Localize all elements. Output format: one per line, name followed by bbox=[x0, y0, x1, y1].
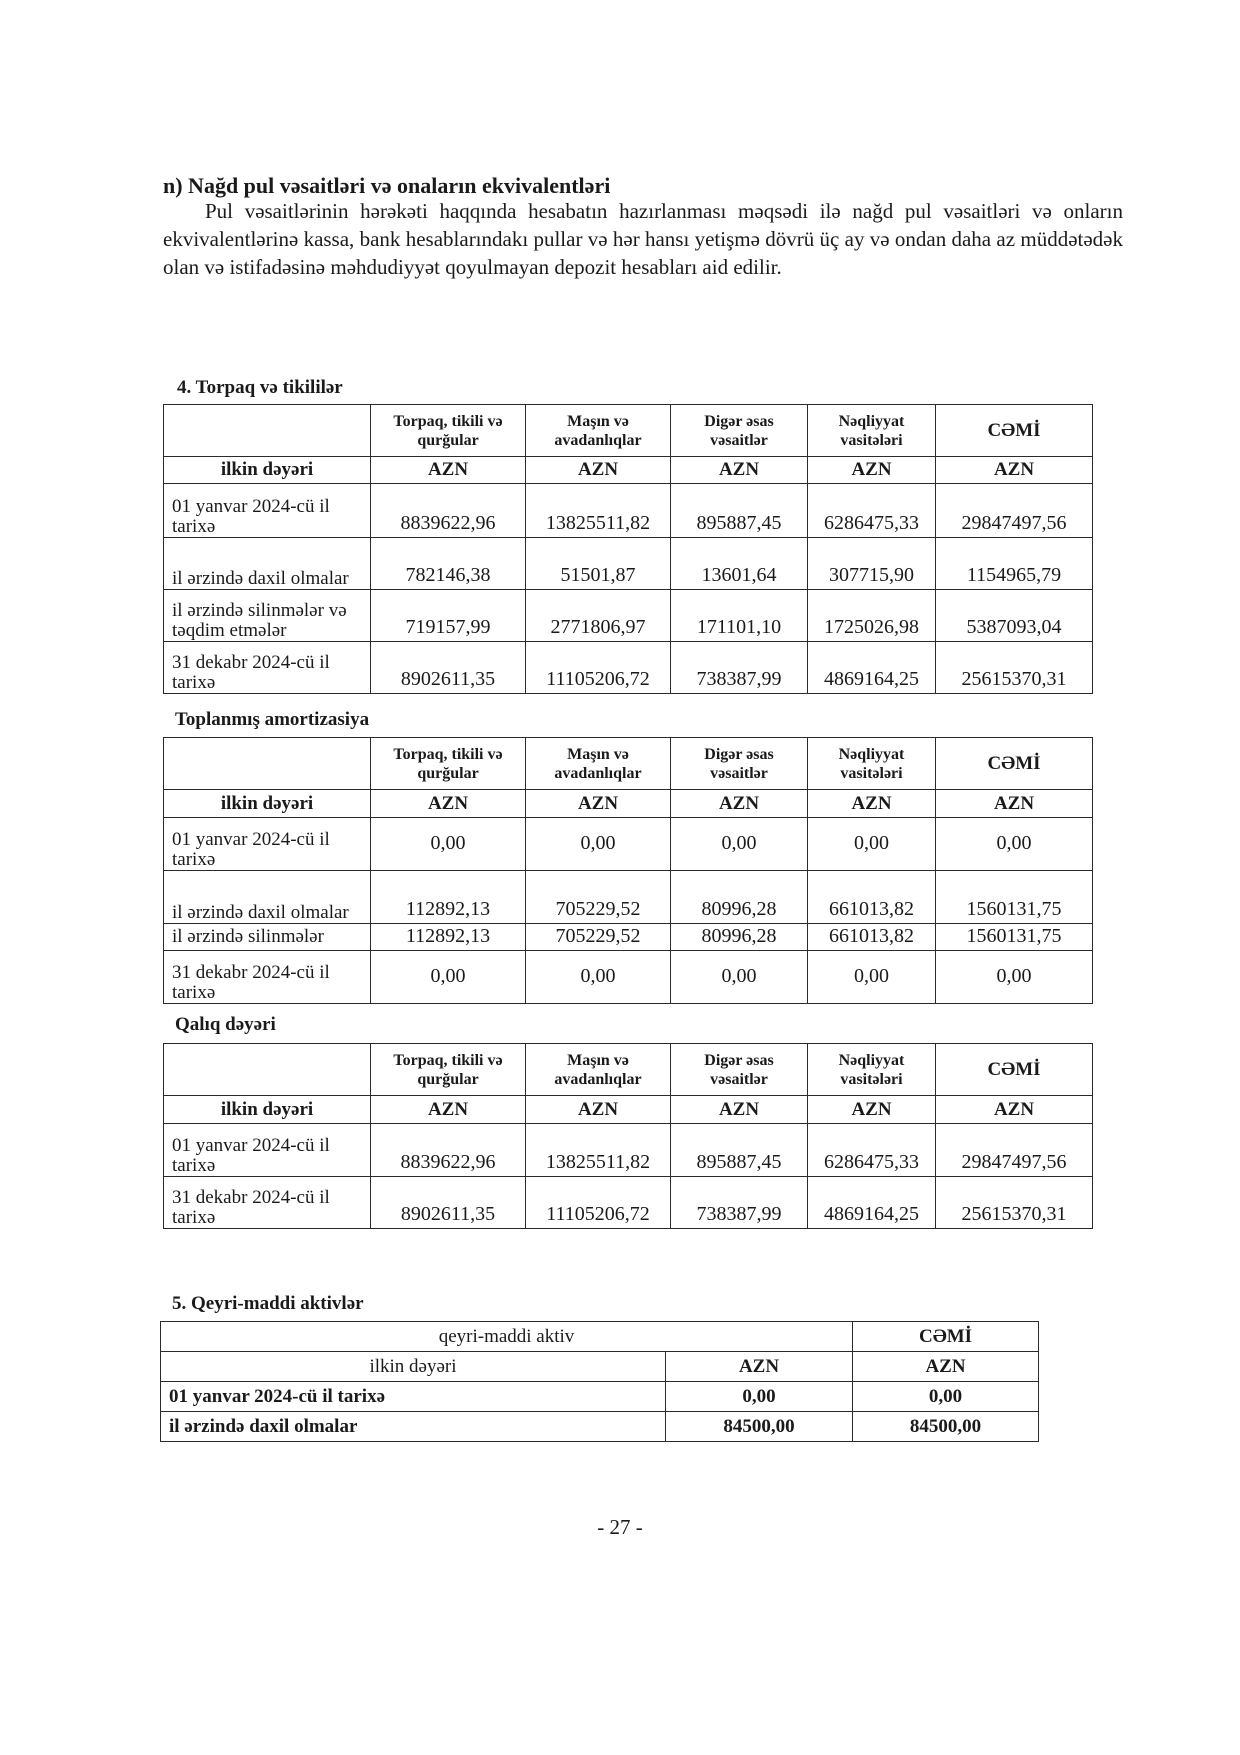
column-header: Digər əsas vəsaitlər bbox=[671, 405, 808, 457]
page-number: - 27 - bbox=[597, 1515, 643, 1539]
table-row: 31 dekabr 2024-cü il tarixə 8902611,35 11105206,72 738387,99 4869164,25 25615370,31 bbox=[164, 1177, 1093, 1229]
net-value-table bbox=[163, 1043, 1093, 1229]
table-row: il ərzində daxil olmalar 84500,00 84500,00 bbox=[161, 1412, 1039, 1442]
cost-table bbox=[163, 404, 1093, 694]
column-header: Nəqliyyat vasitələri bbox=[808, 405, 936, 457]
section-n-paragraph: Pul vəsaitlərinin hərəkəti haqqında hesabatın hazırlanması məqsədi ilə nağd pul vəsaitləri və onların ekvivalentlərinə kassa, bank hesablarındakı pullar və hər hansı yetişmə dövrü üç ay və ondan daha az müddətədək olan və istifadəsinə məhdudiyyət qoyulmayan depozit hesabları aid edilir. bbox=[163, 199, 1123, 279]
column-header: Digər əsas vəsaitlər bbox=[671, 738, 808, 790]
column-header: Maşın və avadanlıqlar bbox=[526, 405, 671, 457]
section4-title: 4. Torpaq və tikililər bbox=[177, 377, 343, 398]
table-row: il ərzində silinmələr və təqdim etmələr 719157,99 2771806,97 171101,10 1725026,98 5387093,04 bbox=[164, 590, 1093, 642]
unit-row: ilkin dəyəri AZN AZN AZN AZN AZN bbox=[164, 457, 1093, 484]
column-header: Nəqliyyat vasitələri bbox=[808, 1044, 936, 1096]
table-header-row bbox=[164, 1044, 1093, 1096]
table-row: 01 yanvar 2024-cü il tarixə 8839622,96 13825511,82 895887,45 6286475,33 29847497,56 bbox=[164, 484, 1093, 538]
column-header: Maşın və avadanlıqlar bbox=[526, 738, 671, 790]
table-row: 01 yanvar 2024-cü il tarixə 0,00 0,00 0,00 0,00 0,00 bbox=[164, 818, 1093, 871]
intangible-assets-table bbox=[160, 1321, 1039, 1442]
table-row: 01 yanvar 2024-cü il tarixə 0,00 0,00 bbox=[161, 1382, 1039, 1412]
table-row: il ərzində daxil olmalar 112892,13 705229,52 80996,28 661013,82 1560131,75 bbox=[164, 871, 1093, 924]
column-header: Maşın və avadanlıqlar bbox=[526, 1044, 671, 1096]
net-value-title: Qalıq dəyəri bbox=[175, 1014, 276, 1035]
unit-row: ilkin dəyəri AZN AZN AZN AZN AZN bbox=[164, 790, 1093, 818]
amortization-table bbox=[163, 737, 1093, 1004]
table-row: il ərzində silinmələr 112892,13 705229,52 80996,28 661013,82 1560131,75 bbox=[164, 924, 1093, 951]
column-header: Torpaq, tikili və qurğular bbox=[371, 405, 526, 457]
section5-title: 5. Qeyri-maddi aktivlər bbox=[172, 1293, 364, 1314]
column-header: Digər əsas vəsaitlər bbox=[671, 1044, 808, 1096]
column-header-total: CƏMİ bbox=[936, 405, 1093, 457]
table-row: 31 dekabr 2024-cü il tarixə 8902611,35 11105206,72 738387,99 4869164,25 25615370,31 bbox=[164, 642, 1093, 694]
unit-row: ilkin dəyəri AZN AZN bbox=[161, 1352, 1039, 1382]
table-row: 31 dekabr 2024-cü il tarixə 0,00 0,00 0,00 0,00 0,00 bbox=[164, 951, 1093, 1004]
column-header: qeyri-maddi aktiv bbox=[161, 1322, 853, 1352]
column-header-total: CƏMİ bbox=[936, 1044, 1093, 1096]
column-header-total: CƏMİ bbox=[853, 1322, 1039, 1352]
section-n-heading: n) Nağd pul vəsaitləri və onaların ekvivalentləri bbox=[163, 173, 611, 198]
table-header-row bbox=[164, 738, 1093, 790]
table-header-row bbox=[161, 1322, 1039, 1352]
column-header-total: CƏMİ bbox=[936, 738, 1093, 790]
column-header: Torpaq, tikili və qurğular bbox=[371, 738, 526, 790]
amortization-title: Toplanmış amortizasiya bbox=[175, 709, 370, 730]
unit-row: ilkin dəyəri AZN AZN AZN AZN AZN bbox=[164, 1096, 1093, 1124]
table-row: il ərzində daxil olmalar 782146,38 51501,87 13601,64 307715,90 1154965,79 bbox=[164, 538, 1093, 590]
table-header-row bbox=[164, 405, 1093, 457]
table-row: 01 yanvar 2024-cü il tarixə 8839622,96 13825511,82 895887,45 6286475,33 29847497,56 bbox=[164, 1124, 1093, 1177]
column-header: Nəqliyyat vasitələri bbox=[808, 738, 936, 790]
column-header: Torpaq, tikili və qurğular bbox=[371, 1044, 526, 1096]
